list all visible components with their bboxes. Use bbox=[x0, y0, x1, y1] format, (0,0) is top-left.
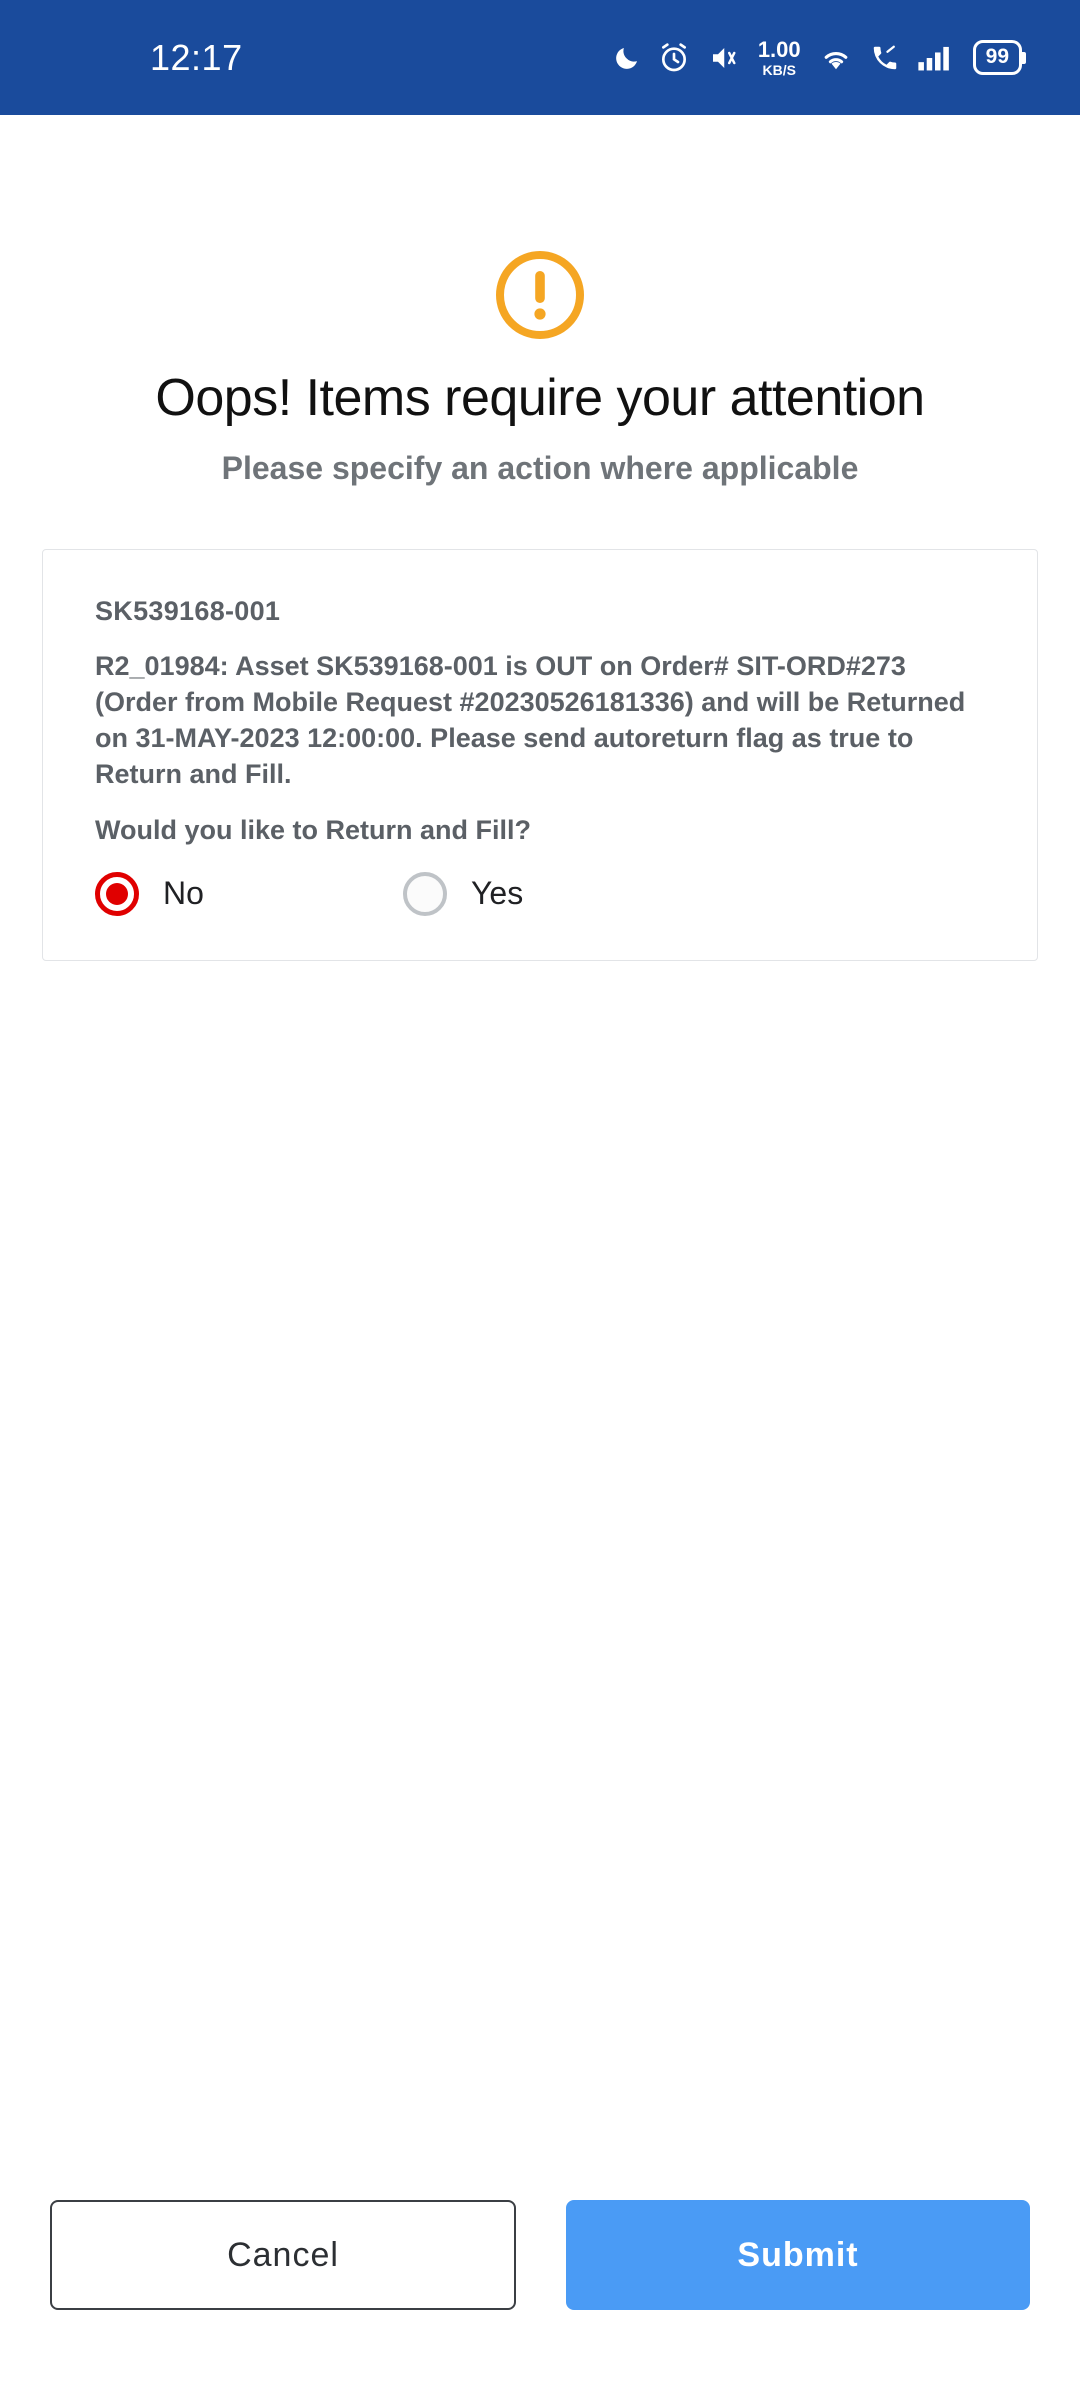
status-bar bbox=[0, 0, 1080, 115]
wifi-icon bbox=[819, 44, 853, 72]
main-content bbox=[0, 247, 1080, 961]
alarm-icon bbox=[658, 42, 690, 74]
radio-yes-icon[interactable] bbox=[403, 872, 447, 916]
moon-icon bbox=[612, 43, 642, 73]
mute-icon bbox=[706, 43, 740, 73]
page-title: Oops! Items require your attention bbox=[155, 369, 925, 427]
question-label: Would you like to Return and Fill? bbox=[95, 814, 531, 845]
radio-option-yes[interactable] bbox=[403, 872, 523, 916]
radio-no-icon[interactable] bbox=[95, 872, 139, 916]
battery-icon bbox=[973, 40, 1022, 75]
submit-button[interactable]: Submit bbox=[566, 2200, 1030, 2310]
radio-no-label: No bbox=[163, 875, 204, 912]
radio-yes-label: Yes bbox=[471, 875, 524, 912]
status-bar-clock: 12:17 bbox=[150, 36, 243, 78]
network-speed-value: 1.00 bbox=[757, 36, 801, 62]
network-speed-indicator bbox=[757, 36, 801, 78]
status-bar-icons bbox=[612, 36, 1022, 78]
battery-level: 99 bbox=[985, 45, 1009, 68]
page-subtitle: Please specify an action where applicable bbox=[221, 450, 859, 486]
radio-group bbox=[95, 872, 985, 916]
asset-message: R2_01984: Asset SK539168-001 is OUT on Order# SIT-ORD#273 (Order from Mobile Request #20230526181336) and will be Returned on 31-MAY-2023 12:00:00. Please send autoreturn flag as true to Return and Fill. bbox=[95, 651, 966, 789]
network-speed-unit: KB/S bbox=[762, 61, 796, 78]
footer-actions bbox=[0, 2200, 1080, 2310]
warning-icon-wrapper bbox=[42, 247, 1038, 348]
signal-icon bbox=[917, 44, 953, 72]
radio-option-no[interactable] bbox=[95, 872, 403, 916]
warning-exclamation-circle-icon bbox=[492, 247, 588, 348]
asset-id-label: SK539168-001 bbox=[95, 596, 281, 626]
cancel-button[interactable]: Cancel bbox=[50, 2200, 516, 2310]
attention-item-card bbox=[42, 549, 1038, 961]
missed-call-icon bbox=[869, 43, 901, 73]
